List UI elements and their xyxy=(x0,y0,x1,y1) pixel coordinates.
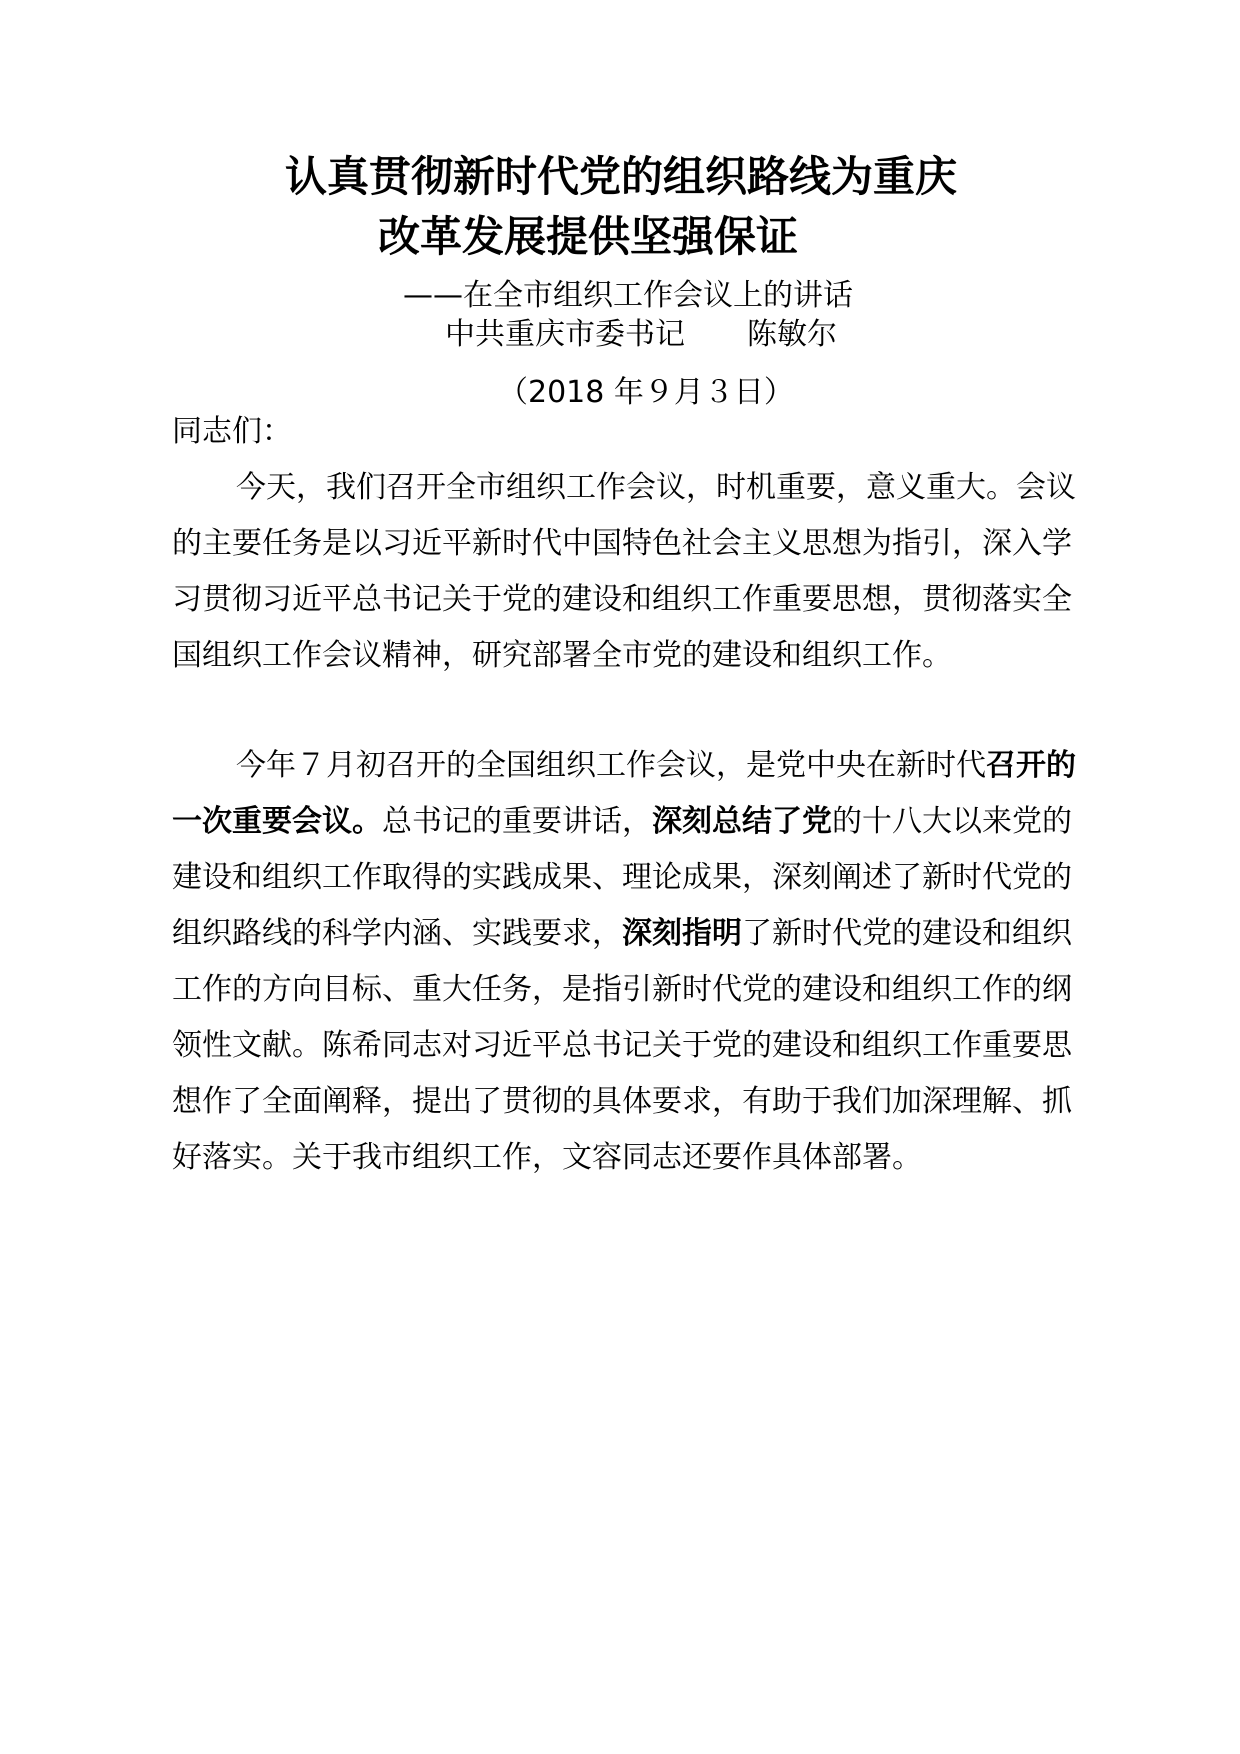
paragraph-2 xyxy=(172,738,1087,1186)
subtitle: ——在全市组织工作会议上的讲话 xyxy=(403,278,853,313)
paragraph-2-text-c: 总书记的重要讲话， xyxy=(382,804,652,839)
paragraph-2-bold-b: 召开的一次重要会议。 xyxy=(172,748,1076,839)
paragraph-2-text-e: 的十八大以来党的建设和组织工作取得的实践成果、理论成果，深刻阐述了新时代党的组织路线的科学内涵、实践要求， xyxy=(172,804,1072,951)
title-line-2: 改革发展提供坚强保证 xyxy=(378,212,799,261)
salutation: 同志们： xyxy=(172,414,292,449)
speaker-name: 陈敏尔 xyxy=(747,317,837,352)
paragraph-2-text-a: 今年７月初召开的全国组织工作会议，是党中央在新时代 xyxy=(236,748,986,783)
speaker-line xyxy=(445,316,837,354)
speech-date: （2018 年９月３日） xyxy=(498,375,794,410)
title-line-1: 认真贯彻新时代党的组织路线为重庆 xyxy=(285,152,958,201)
paragraph-1: 今天，我们召开全市组织工作会议，时机重要，意义重大。会议的主要任务是以习近平新时代中国特色社会主义思想为指引，深入学习贯彻习近平总书记关于党的建设和组织工作重要思想，贯彻落实全国组织工作会议精神，研究部署全市党的建设和组织工作。 xyxy=(172,470,1076,673)
speaker-title: 中共重庆市委书记 xyxy=(445,317,685,352)
paragraph-2-bold-d: 深刻总结了党 xyxy=(652,804,832,839)
paragraph-2-text-g: 了新时代党的建设和组织工作的方向目标、重大任务，是指引新时代党的建设和组织工作的纲领性文献。陈希同志对习近平总书记关于党的建设和组织工作重要思想作了全面阐释，提出了贯彻的具体要求，有助于我们加深理解、抓好落实。关于我市组织工作，文容同志还要作具体部署。 xyxy=(172,916,1072,1175)
paragraph-2-bold-f: 深刻指明 xyxy=(622,916,742,951)
